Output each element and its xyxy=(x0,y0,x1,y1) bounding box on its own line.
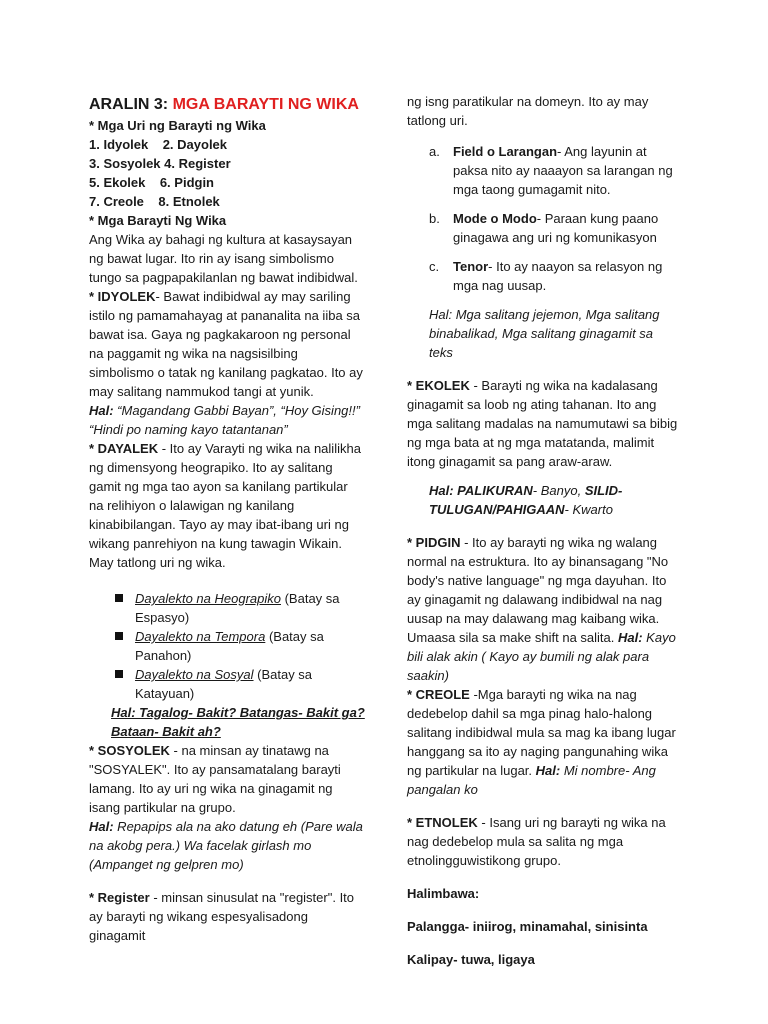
list-item xyxy=(407,142,679,199)
hal-text: Kayo bili alak akin ( Kayo ay bumili ng alak para saakin) xyxy=(407,630,676,683)
hal-label: Hal: PALIKURAN xyxy=(429,483,533,498)
sosyolek-text: - na minsan ay tinatawg na "SOSYALEK". Ito ay pansamatalang barayti lamang. Ito ay uri ng wika na ginagamit ng isang partikular na grupo. xyxy=(89,743,341,815)
hal-label: Hal: xyxy=(89,403,114,418)
uri-item: 4. Register xyxy=(164,156,231,171)
register-continued: ng isng paratikular na domeyn. Ito ay may tatlong uri. xyxy=(407,94,649,128)
hal-text: Repapips ala na ako datung eh (Pare wala na akobg pera.) Wa facelak girlash mo (Ampanget ng gelpren mo) xyxy=(89,819,363,872)
list-item xyxy=(89,627,365,665)
dayalek-example: Hal: Tagalog- Bakit? Batangas- Bakit ga? Bataan- Bakit ah? xyxy=(111,705,365,739)
hal-label: Hal: xyxy=(89,819,114,834)
dayalek-paragraph xyxy=(89,439,365,572)
type-desc: - Ito ay naayon sa relasyon ng mga nag uusap. xyxy=(453,259,663,293)
right-column xyxy=(407,92,679,969)
ekolek-paragraph xyxy=(407,376,679,471)
uri-heading: * Mga Uri ng Barayti ng Wika xyxy=(89,118,266,133)
list-item xyxy=(89,589,365,627)
type-desc: (Batay sa Katayuan) xyxy=(135,667,313,701)
idyolek-paragraph xyxy=(89,287,365,401)
type-name: Tenor xyxy=(453,259,489,274)
type-name: Dayalekto na Sosyal xyxy=(135,667,254,682)
list-letter: c. xyxy=(429,259,440,274)
hal-separator: , xyxy=(577,483,585,498)
barayti-heading: * Mga Barayti Ng Wika xyxy=(89,213,227,228)
list-letter: b. xyxy=(429,211,440,226)
register-example: Hal: Mga salitang jejemon, Mga salitang binabalikad, Mga salitang ginagamit sa teks xyxy=(429,307,660,360)
idyolek-label: * IDYOLEK xyxy=(89,289,156,304)
uri-item: 2. Dayolek xyxy=(162,137,228,152)
hal-text-2: - Kwarto xyxy=(564,502,613,517)
uri-item: 1. Idyolek xyxy=(89,137,149,152)
title-highlight: MGA BARAYTI NG WIKA xyxy=(172,96,359,113)
type-desc: (Batay sa Panahon) xyxy=(135,629,324,663)
etnolek-paragraph xyxy=(407,813,679,870)
bullet-square-icon xyxy=(115,632,123,640)
list-item xyxy=(407,257,679,295)
hal-text: “Magandang Gabbi Bayan”, “Hoy Gising!!” “Hindi po naming kayo tatantanan” xyxy=(89,403,360,437)
hal-label: Hal: xyxy=(535,763,561,778)
pidgin-paragraph xyxy=(407,533,679,685)
bullet-square-icon xyxy=(115,670,123,678)
type-desc: (Batay sa Espasyo) xyxy=(135,591,340,625)
example-item: Kalipay- tuwa, ligaya xyxy=(407,952,535,967)
title-prefix: ARALIN 3: xyxy=(89,96,173,113)
uri-item: 5. Ekolek xyxy=(89,175,146,190)
barayti-paragraph: Ang Wika ay bahagi ng kultura at kasaysayan ng bawat lugar. Ito rin ay isang simbolismo tungo sa pagpapakilanlan ng bawat indibidwal. xyxy=(89,232,358,285)
type-desc: - Paraan kung paano ginagawa ang uri ng komunikasyon xyxy=(453,211,659,245)
ekolek-label: * EKOLEK xyxy=(407,378,470,393)
halimbawa-heading: Halimbawa: xyxy=(407,886,480,901)
type-name: Dayalekto na Tempora xyxy=(135,629,266,644)
example-item: Palangga- iniirog, minamahal, sinisinta xyxy=(407,919,648,934)
bullet-square-icon xyxy=(115,594,123,602)
ekolek-example xyxy=(407,481,679,519)
creole-paragraph xyxy=(407,685,679,799)
hal-label: Hal: xyxy=(618,630,643,645)
uri-list xyxy=(89,135,239,211)
pidgin-text: - Ito ay barayti ng wika ng walang normal na estruktura. Ito ay binansagang "No body's native language" ng mga dayuhan. Ito ay ginagamit ng dalawang indibidwal na nag uusap na may dalawang mag kaibang wika. Umaasa sila sa make shift na salita. xyxy=(407,535,669,645)
idyolek-text: - Bawat indibidwal ay may sariling istilo ng pamamahayag at pananalita na iiba sa bawat isa. Gaya ng pagkakaroon ng personal na paggamit ng wika na nagsisilbing simbolismo o tatak ng kanilang pagkatao. Ito ay may salitang nammukod tangi at yunik. xyxy=(89,289,363,399)
lesson-title xyxy=(89,94,365,116)
sosyolek-example xyxy=(89,817,365,874)
etnolek-label: * ETNOLEK xyxy=(407,815,478,830)
register-text: - minsan sinusulat na "register". Ito ay barayti ng wikang espesyalisadong ginagamit xyxy=(89,890,355,943)
dayalek-text: - Ito ay Varayti ng wika na nalilikha ng dimensyong heograpiko. Ito ay salitang gamit ng mga tao ayon sa kanilang partikular na relihiyon o lalawigan ng kanilang kinabibilangan. Tayo ay may ibat-ibang uri ng wikang panrehiyon na kung tawagin Wikain. May tatlong uri ng wika. xyxy=(89,441,361,570)
hal-label-2: SILID-TULUGAN/PAHIGAAN xyxy=(429,483,623,517)
type-name: Dayalekto na Heograpiko xyxy=(135,591,281,606)
type-name: Field o Larangan xyxy=(453,144,558,159)
list-letter: a. xyxy=(429,144,440,159)
hal-text: Mi nombre- Ang pangalan ko xyxy=(407,763,656,797)
sosyolek-paragraph xyxy=(89,741,365,817)
etnolek-text: - Isang uri ng barayti ng wika na nag dedebelop mula sa salita ng mga etnolingguwistikong grupo. xyxy=(407,815,666,868)
left-column xyxy=(89,94,365,945)
uri-item: 8. Etnolek xyxy=(158,194,220,209)
hal-text: - Banyo xyxy=(532,483,578,498)
list-item xyxy=(89,665,365,703)
creole-label: * CREOLE xyxy=(407,687,470,702)
type-name: Mode o Modo xyxy=(453,211,537,226)
dayalek-label: * DAYALEK xyxy=(89,441,159,456)
uri-item: 7. Creole xyxy=(89,194,144,209)
pidgin-label: * PIDGIN xyxy=(407,535,461,550)
register-label: * Register xyxy=(89,890,150,905)
idyolek-example xyxy=(89,401,365,439)
type-desc: - Ang layunin at paksa nito ay naaayon sa larangan ng mga taong gumagamit nito. xyxy=(453,144,673,197)
creole-text: -Mga barayti ng wika na nag dedebelop dahil sa mga pinag halo-halong salitang indibidwal mula sa mag ka ibang lugar hanggang sa ito ay naging pangunahing wika ng partikular na lugar. xyxy=(407,687,676,778)
uri-item: 3. Sosyolek xyxy=(89,156,161,171)
register-paragraph xyxy=(89,888,365,945)
sosyolek-label: * SOSYOLEK xyxy=(89,743,170,758)
uri-item: 6. Pidgin xyxy=(159,175,214,190)
ekolek-text: - Barayti ng wika na kadalasang ginagamit sa loob ng ating tahanan. Ito ang mga salitang madalas na namumutawi sa bibig ng mga bata at ng mga matatanda, malimit itong ginagamit sa pang araw-araw. xyxy=(407,378,678,469)
register-types-list xyxy=(407,142,679,295)
dayalek-types-list xyxy=(89,589,365,703)
list-item xyxy=(407,209,679,247)
